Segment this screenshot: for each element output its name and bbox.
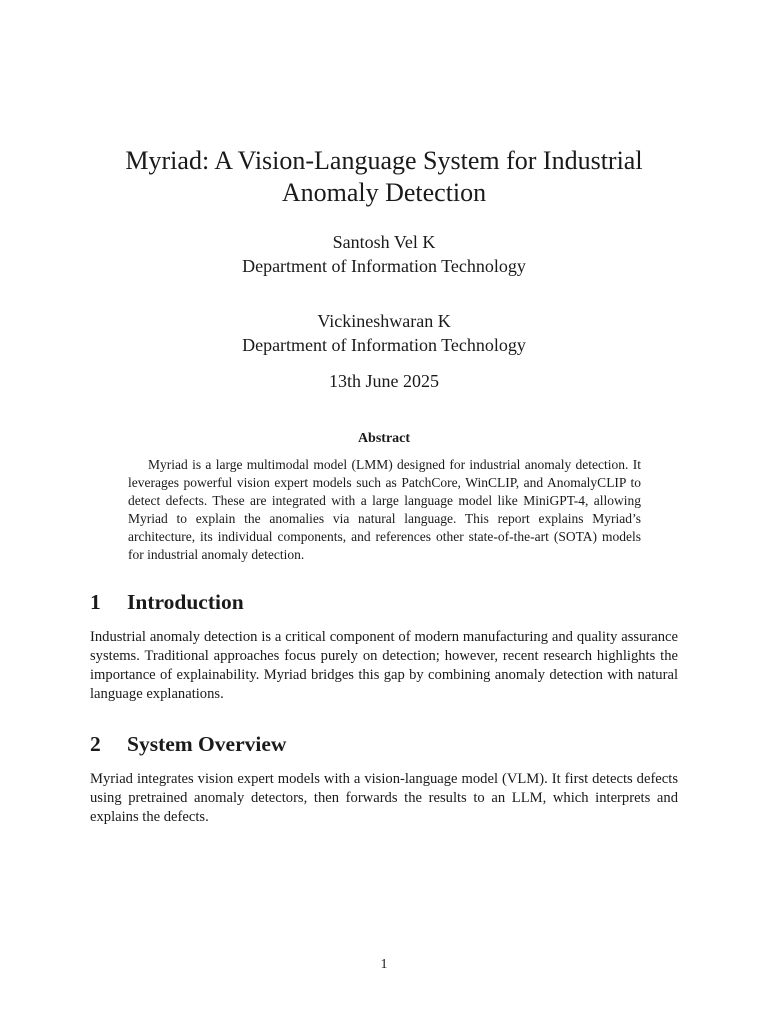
author-name: Vickineshwaran K bbox=[317, 311, 451, 331]
section-heading-introduction bbox=[90, 589, 690, 615]
author-name: Santosh Vel K bbox=[332, 232, 436, 252]
section-body-system-overview: Myriad integrates vision expert models with a vision-language model (VLM). It first detects defects using pretrained anomaly detectors, then forwards the results to an LLM, which interprets and explains the defects. bbox=[90, 771, 678, 825]
abstract-heading: Abstract bbox=[357, 431, 411, 446]
section-body-introduction: Industrial anomaly detection is a critical component of modern manufacturing and quality assurance systems. Traditional approaches focus purely on detection; however, recent research highlights the importance of explainability. Myriad bridges this gap by combining anomaly detection with natural language explanations. bbox=[90, 629, 678, 702]
paper-title-line-1: Myriad: A Vision-Language System for Industrial bbox=[125, 146, 643, 175]
section-heading-system-overview bbox=[90, 731, 690, 757]
paper-date: 13th June 2025 bbox=[329, 371, 439, 391]
author-block-1 bbox=[80, 230, 688, 278]
section-number: 1 bbox=[90, 590, 101, 614]
author-block-2 bbox=[80, 309, 688, 357]
section-number: 2 bbox=[90, 732, 101, 756]
page-number: 1 bbox=[380, 957, 388, 972]
paper-title-line-2: Anomaly Detection bbox=[281, 178, 487, 207]
author-affiliation: Department of Information Technology bbox=[242, 256, 526, 276]
paper-title bbox=[80, 145, 688, 209]
abstract-text: Myriad is a large multimodal model (LMM) designed for industrial anomaly detection. It leverages powerful vision expert models such as PatchCore, WinCLIP, and AnomalyCLIP to detect defects. These are integrated with a large language model like MiniGPT-4, allowing Myriad to explain the anomalies via natural language. This report explains Myriad’s architecture, its individual components, and references other state-of-the-art (SOTA) models for industrial anomaly detection. bbox=[128, 457, 641, 562]
section-title: Introduction bbox=[127, 590, 244, 614]
author-affiliation: Department of Information Technology bbox=[242, 335, 526, 355]
section-title: System Overview bbox=[127, 732, 287, 756]
